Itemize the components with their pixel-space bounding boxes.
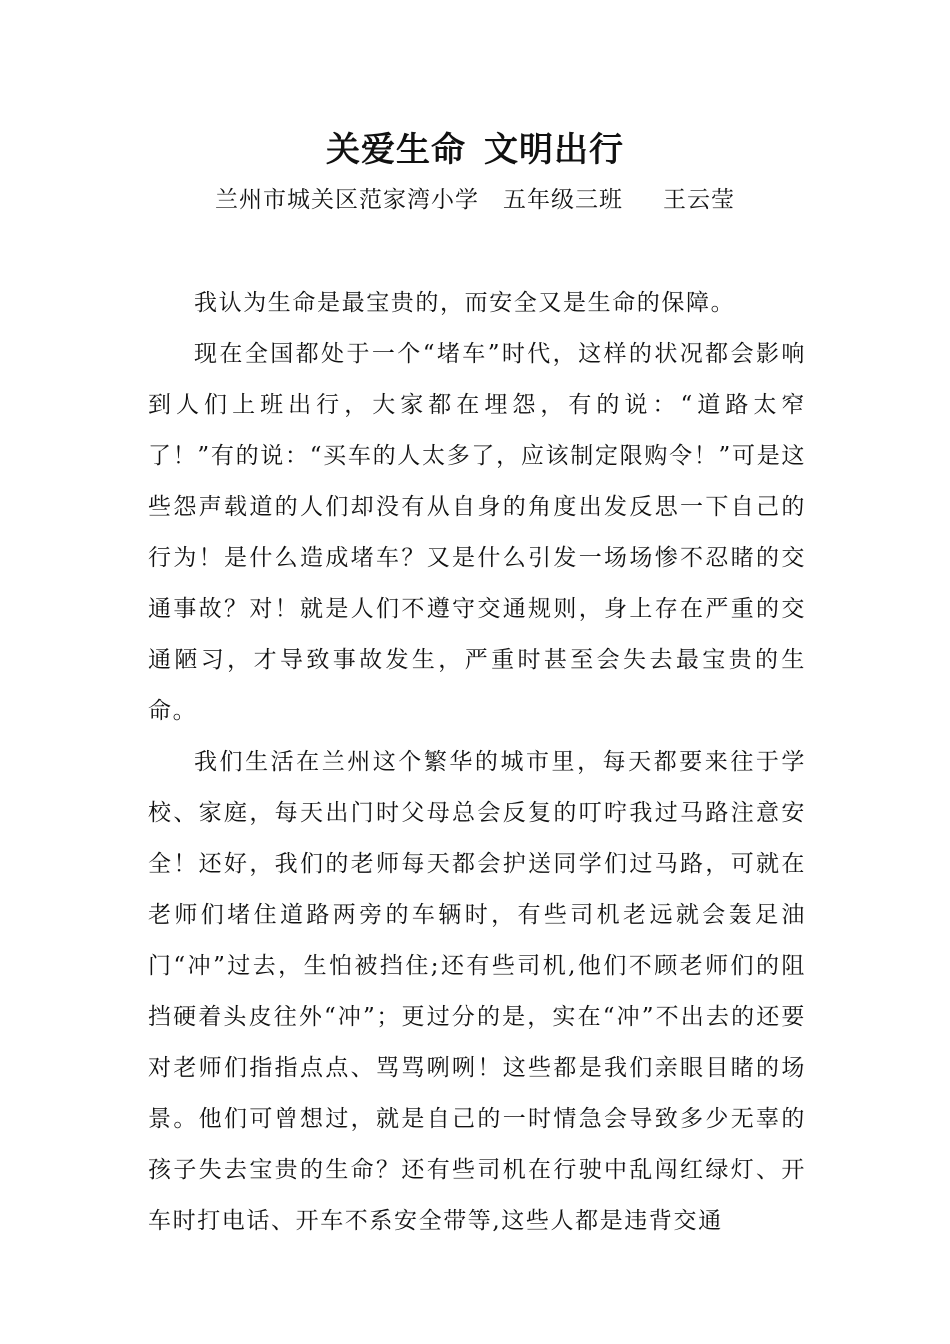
paragraph: 我们生活在兰州这个繁华的城市里，每天都要来往于学校、家庭，每天出门时父母总会反复的叮咛我过马路注意安全！还好，我们的老师每天都会护送同学们过马路，可就在老师们堵住道路两旁的车辆时，有些司机老远就会轰足油门“冲”过去，生怕被挡住;还有些司机,他们不顾老师们的阻挡硬着头皮往外“冲”；更过分的是，实在“冲”不出去的还要对老师们指指点点、骂骂咧咧！这些都是我们亲眼目睹的场景。他们可曾想过，就是自己的一时情急会导致多少无辜的孩子失去宝贵的生命？还有些司机在行驶中乱闯红绿灯、开车时打电话、开车不系安全带等,这些人都是违背交通 bbox=[148, 749, 806, 1234]
byline-school: 兰州市城关区范家湾小学 bbox=[215, 187, 479, 213]
title-part-1: 关爱生命 bbox=[326, 130, 466, 170]
paragraph: 现在全国都处于一个“堵车”时代，这样的状况都会影响到人们上班出行，大家都在埋怨，有的说：“道路太窄了！”有的说：“买车的人太多了，应该制定限购令！”可是这些怨声载道的人们却没有从自身的角度出发反思一下自己的行为！是什么造成堵车？又是什么引发一场场惨不忍睹的交通事故？对！就是人们不遵守交通规则，身上存在严重的交通陋习，才导致事故发生，严重时甚至会失去最宝贵的生命。 bbox=[148, 341, 806, 724]
byline-grade-class: 五年级三班 bbox=[503, 187, 623, 213]
byline-author: 王云莹 bbox=[663, 187, 735, 213]
title-part-2: 文明出行 bbox=[484, 130, 624, 170]
author-byline bbox=[0, 183, 950, 217]
document-title bbox=[0, 128, 950, 172]
essay-body bbox=[148, 278, 806, 1247]
paragraph: 我认为生命是最宝贵的，而安全又是生命的保障。 bbox=[194, 290, 736, 316]
